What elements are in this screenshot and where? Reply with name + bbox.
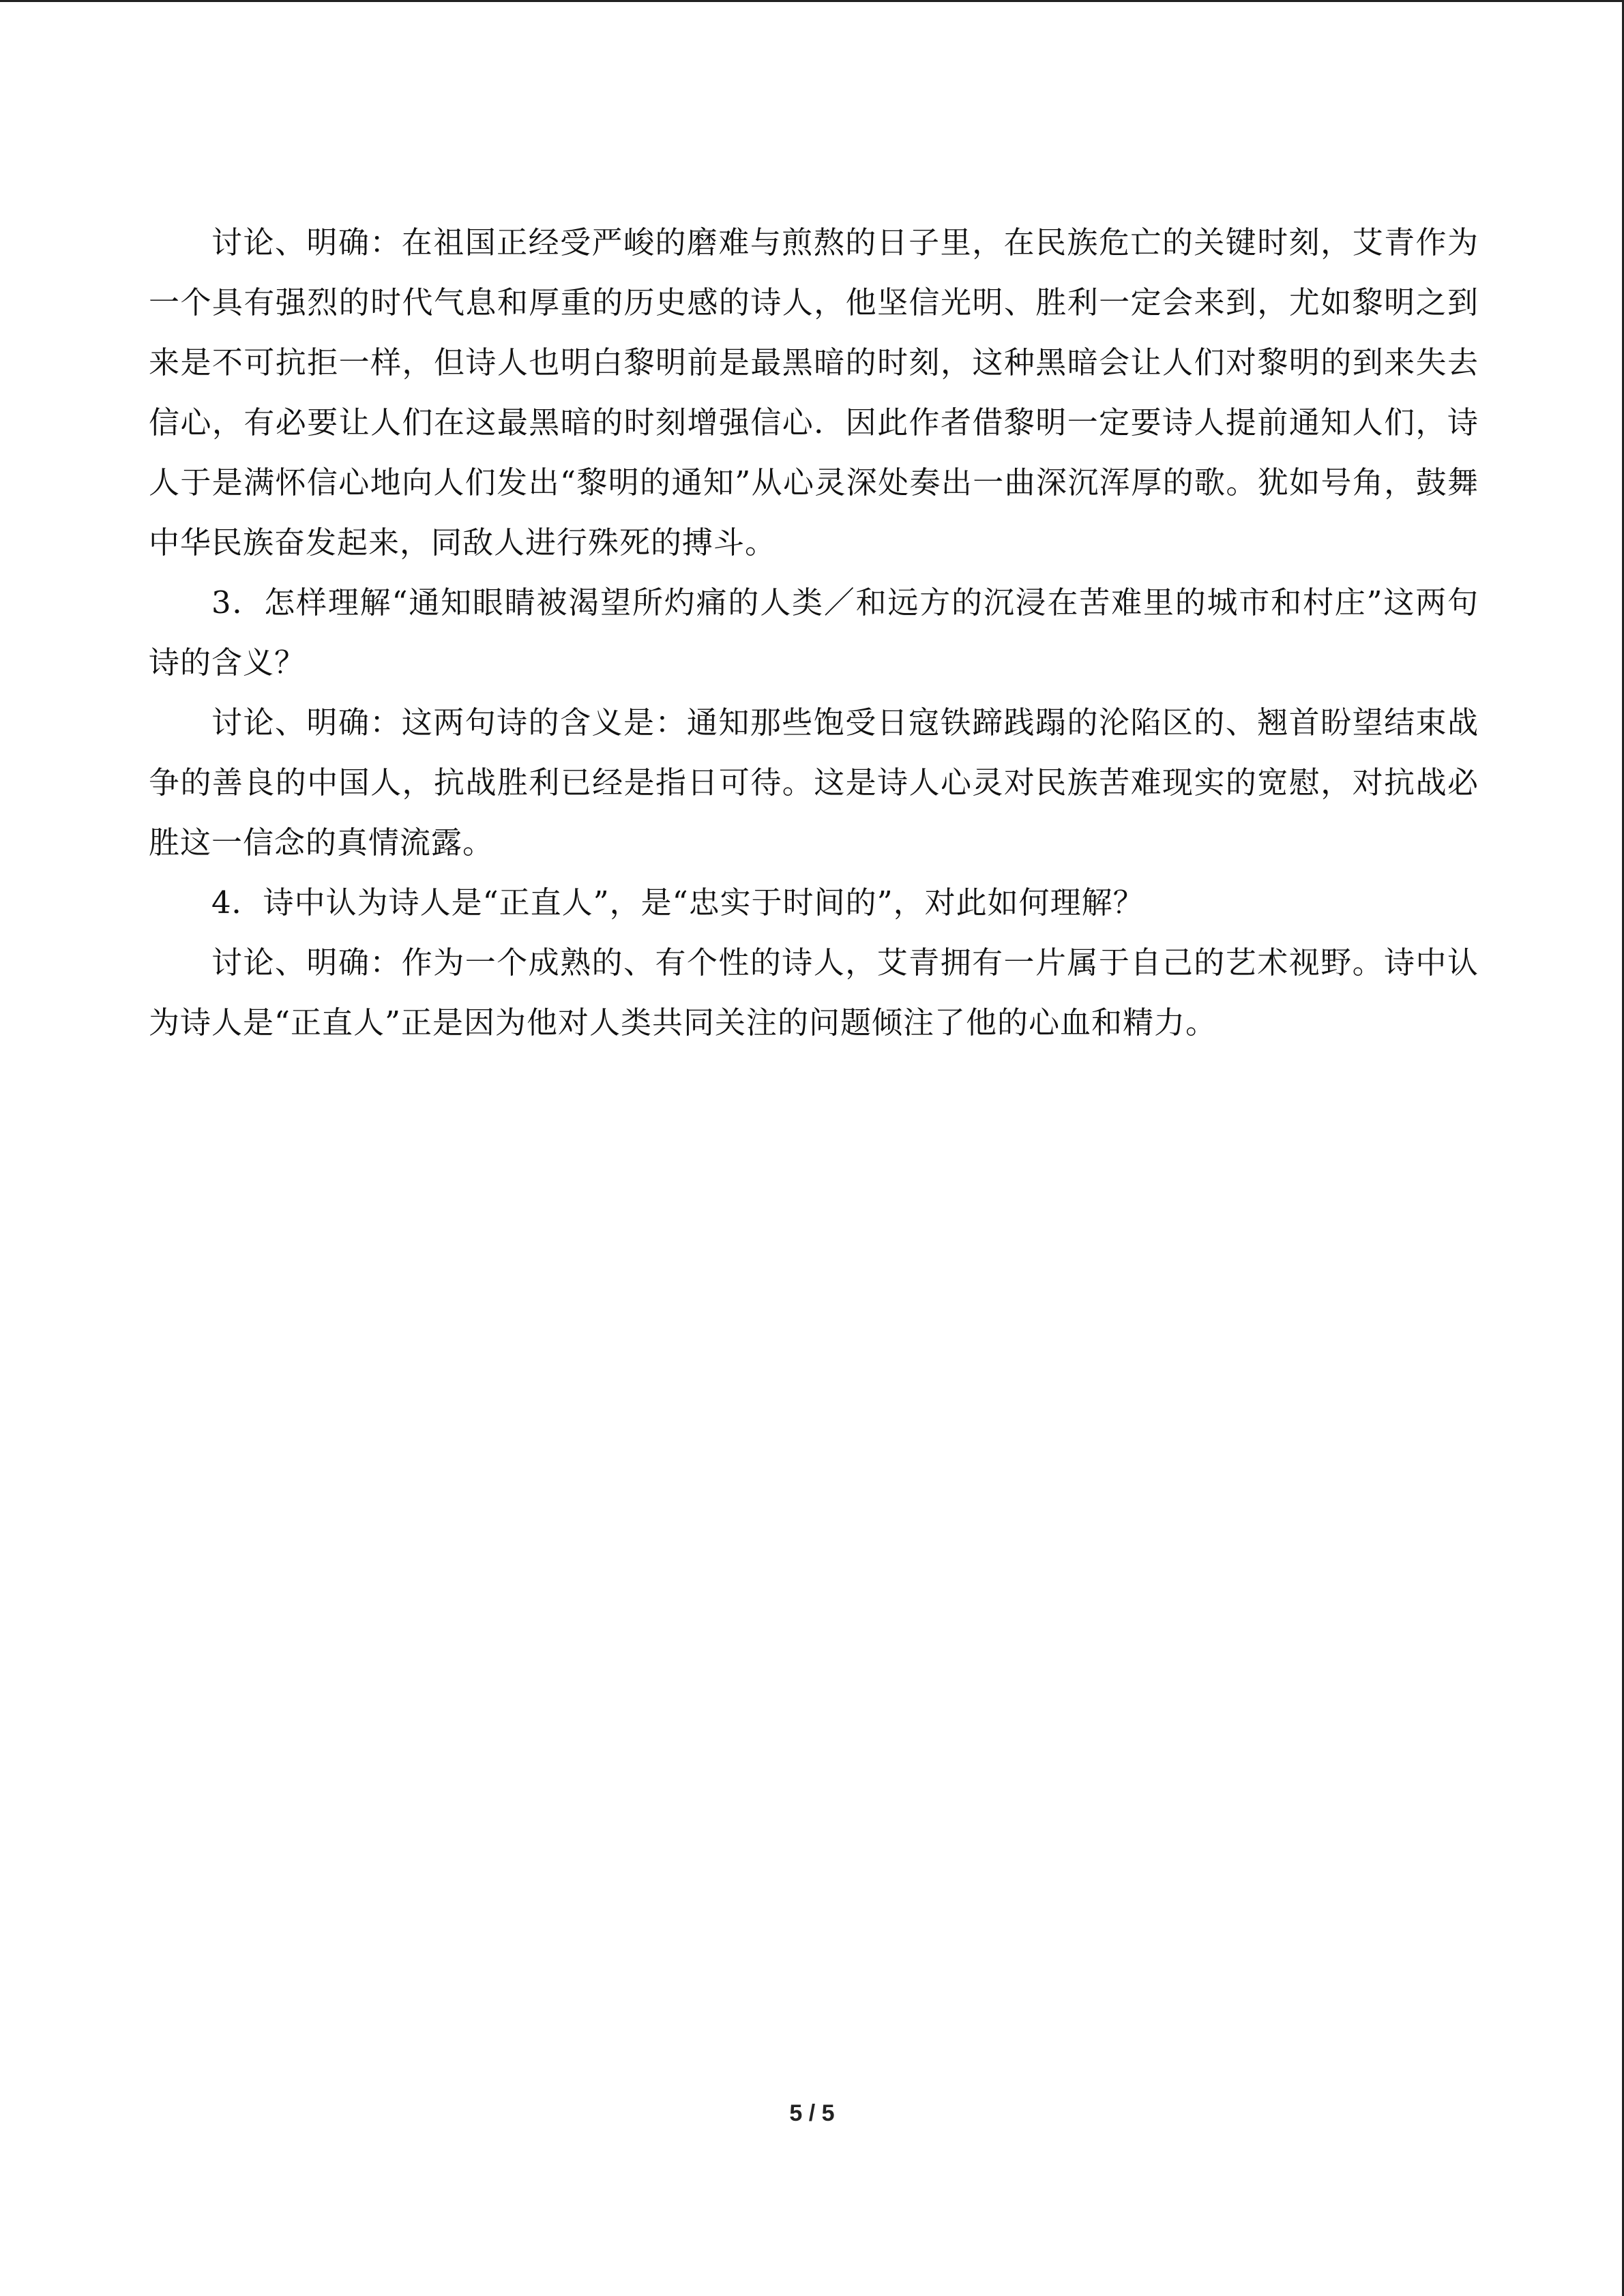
paragraph-discussion-2: 讨论、明确：这两句诗的含义是：通知那些饱受日寇铁蹄践蹋的沦陷区的、翘首盼望结束战争的善良的中国人，抗战胜利已经是指日可待。这是诗人心灵对民族苦难现实的宽慰，对抗战必胜这一信念的真情流露。 [149,704,1479,861]
question-3: 3．怎样理解“通知眼睛被渴望所灼痛的人类／和远方的沉浸在苦难里的城市和村庄”这两句诗的含义？ [149,584,1479,681]
page-number: 5 / 5 [789,2100,835,2126]
question-4: 4．诗中认为诗人是“正直人”，是“忠实于时间的”，对此如何理解？ [211,884,1145,921]
paragraph-discussion-1: 讨论、明确：在祖国正经受严峻的磨难与煎熬的日子里，在民族危亡的关键时刻，艾青作为一个具有强烈的时代气息和厚重的历史感的诗人，他坚信光明、胜利一定会来到，尤如黎明之到来是不可抗拒一样，但诗人也明白黎明前是最黑暗的时刻，这种黑暗会让人们对黎明的到来失去信心，有必要让人们在这最黑暗的时刻增强信心．因此作者借黎明一定要诗人提前通知人们，诗人于是满怀信心地向人们发出“黎明的通知”从心灵深处奏出一曲深沉浑厚的歌。犹如号角，鼓舞中华民族奋发起来，同敌人进行殊死的搏斗。 [149,224,1479,561]
paragraph-discussion-3: 讨论、明确：作为一个成熟的、有个性的诗人，艾青拥有一片属于自己的艺术视野。诗中认为诗人是“正直人”正是因为他对人类共同关注的问题倾注了他的心血和精力。 [149,944,1479,1041]
document-body [149,213,1479,1053]
page-top-border [0,0,1624,2]
